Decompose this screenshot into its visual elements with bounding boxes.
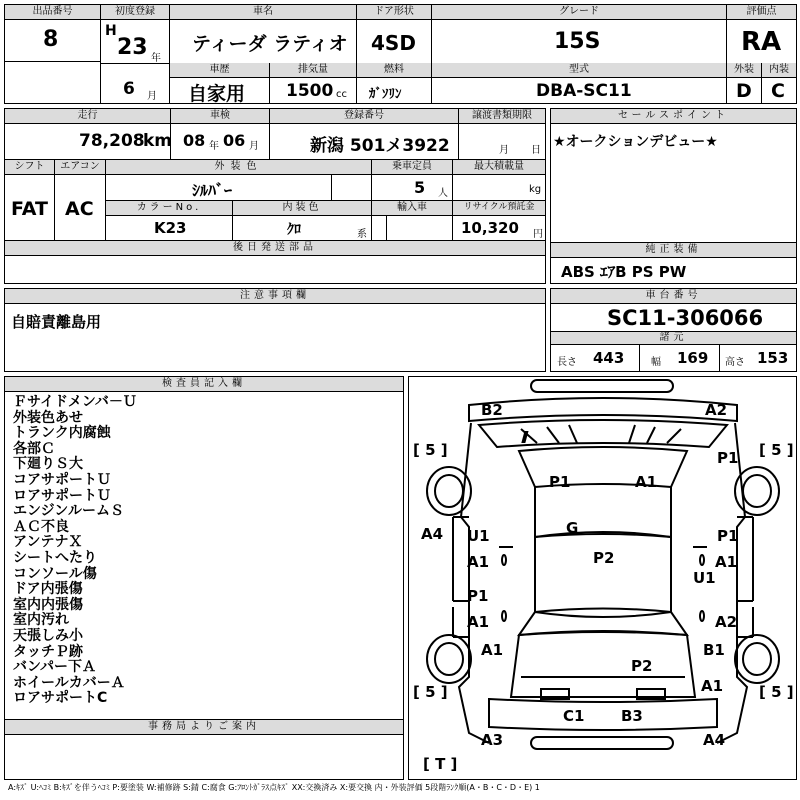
lbl-c1: C1 <box>563 707 585 725</box>
lbl-g: G <box>566 519 579 537</box>
color-value: ｼﾙﾊﾞｰ <box>192 181 233 200</box>
transfer-month-unit: 月 <box>499 145 509 156</box>
lbl-tire-fr: [ 5 ] <box>759 441 794 459</box>
height-value: 153 <box>757 349 789 367</box>
capacity-value: 5 <box>414 178 426 197</box>
inspector-note-item: タッチＰ跡 <box>13 643 83 660</box>
inspector-note-item: アンテナＸ <box>13 534 83 551</box>
inspector-note-item: 室内内張傷 <box>13 596 83 613</box>
color-no-cell <box>106 201 233 241</box>
car-name-label: 車名 <box>170 5 356 20</box>
import-cell <box>372 201 453 241</box>
inspector-note-item: Ｆサイドメンバ－Ｕ <box>13 394 137 410</box>
lbl-a1-l2: A1 <box>467 613 490 631</box>
later-parts-label: 後日発送部品 <box>5 241 545 256</box>
dims-label: 諸元 <box>551 332 796 345</box>
inspector-note-item: 室内汚れ <box>13 612 69 629</box>
capacity-label: 乗車定員 <box>372 160 452 175</box>
sales-point-text: ★オークションデビュー★ <box>553 134 718 150</box>
door-label: ドア形状 <box>357 5 431 20</box>
first-reg-label: 初度登録 <box>101 5 169 20</box>
lbl-p1-fender-r: P1 <box>717 449 739 467</box>
capacity-cell <box>372 160 453 201</box>
first-reg-cell <box>101 5 170 103</box>
lbl-a4: A4 <box>421 525 444 543</box>
lot-no-cell <box>5 5 101 103</box>
displacement-cell <box>270 63 357 103</box>
grade-value: 15S <box>554 29 601 54</box>
door-cell <box>357 5 432 64</box>
score-cell <box>727 5 796 64</box>
lbl-a1-rr: A1 <box>701 677 724 695</box>
shift-cell <box>5 160 55 241</box>
interior-value: C <box>771 80 785 102</box>
import-label: 輸入車 <box>372 201 452 216</box>
recycle-unit: 円 <box>533 229 543 240</box>
lbl-b1-r: B1 <box>703 641 725 659</box>
lbl-p1-r1: P1 <box>717 527 739 545</box>
fuel-label: 燃料 <box>357 63 431 78</box>
lbl-a1-l1: A1 <box>467 553 490 571</box>
inspector-note-item: ホイールカバーＡ <box>13 674 125 691</box>
lbl-tire-fl: [ 5 ] <box>413 441 448 459</box>
lbl-a2-r: A2 <box>715 613 738 631</box>
lbl-p1-roof-l: P1 <box>549 473 571 491</box>
damage-diagram-panel <box>408 376 797 780</box>
ac-label: エアコン <box>55 160 105 175</box>
lbl-p2-trunk: P2 <box>631 657 653 675</box>
color-cell <box>106 160 372 201</box>
reg-no-cell <box>270 109 459 160</box>
year-value: 23 <box>117 35 148 60</box>
inspector-note-item: ドア内張傷 <box>13 581 83 598</box>
mileage-value: 78,208 <box>79 131 145 151</box>
max-load-label: 最大積載量 <box>453 160 545 175</box>
history-cell <box>170 63 270 103</box>
transfer-day-unit: 日 <box>531 145 541 156</box>
lbl-t: [ T ] <box>423 755 458 773</box>
score-value: RA <box>741 27 782 57</box>
inspector-label: 検査員記入欄 <box>5 377 403 392</box>
equipment-label: 純正装備 <box>551 243 796 258</box>
equipment-text: ABS ｴｱB PS PW <box>561 263 687 281</box>
inspector-note-item: ＡＣ不良 <box>13 518 69 535</box>
inspector-note-item: 各部Ｃ <box>13 440 55 457</box>
height-label: 高さ <box>725 357 745 368</box>
ac-value: AC <box>65 198 94 220</box>
transfer-cell <box>459 109 545 160</box>
history-label: 車歴 <box>170 63 269 78</box>
shift-label: シフト <box>5 160 54 175</box>
lbl-p1-l2: P1 <box>467 587 489 605</box>
inspector-notes-list <box>13 395 137 707</box>
month-unit: 月 <box>147 91 157 102</box>
inspection-year: 08 <box>183 131 206 150</box>
model-cell <box>432 63 727 103</box>
model-value: DBA-SC11 <box>536 81 632 101</box>
interior-color-value: ｸﾛ <box>287 222 301 238</box>
lbl-a4-r: A4 <box>703 731 726 749</box>
transfer-label: 譲渡書類期限 <box>459 109 545 124</box>
length-label: 長さ <box>557 357 577 368</box>
displacement-label: 排気量 <box>270 63 356 78</box>
reg-no-label: 登録番号 <box>270 109 458 124</box>
inspection-month-unit: 月 <box>249 141 259 152</box>
shift-value: FAT <box>11 198 48 220</box>
model-label: 型式 <box>432 63 726 78</box>
color-label: 外装色 <box>106 160 371 175</box>
inspector-note-item: ロアサポートC <box>13 690 108 707</box>
sales-point-label: セールスポイント <box>551 109 796 124</box>
lbl-tire-rl: [ 5 ] <box>413 683 448 701</box>
interior-label: 内装 <box>762 63 796 78</box>
displacement-value: 1500 <box>286 81 334 101</box>
lbl-b3: B3 <box>621 707 643 725</box>
legend-text: A:ｷｽﾞ U:ﾍｺﾐ B:ｷｽﾞを伴うﾍｺﾐ P:要塗装 W:補修跡 S:錆 C:腐食 G:ﾌﾛﾝﾄｶﾞﾗｽ点ｷｽﾞ XX:交換済み X:要交換 内・外装評価 5段階ﾗﾝｸ順(A・B・C・D・E) 1 <box>8 783 540 792</box>
car-name-cell <box>170 5 357 64</box>
inspector-note-item: シートへたり <box>13 549 97 566</box>
reg-no-value: 新潟 501メ3922 <box>310 136 450 156</box>
lbl-a2: A2 <box>705 401 728 419</box>
recycle-label: リサイクル預託金 <box>453 201 545 216</box>
inspector-note-item: コアサポートＵ <box>13 471 111 488</box>
inspector-note-item: トランク内腐蝕 <box>13 425 111 442</box>
fuel-cell <box>357 63 432 103</box>
displacement-unit: cc <box>336 89 347 100</box>
vehicle-detail-panel <box>4 108 546 284</box>
top-info-panel <box>4 4 797 104</box>
width-value: 169 <box>677 349 709 367</box>
equipment-panel <box>550 242 797 284</box>
lbl-a1-rfl: A1 <box>481 641 504 659</box>
inspection-label: 車検 <box>171 109 269 124</box>
lbl-a1-roof-r: A1 <box>635 473 658 491</box>
recycle-value: 10,320 <box>461 219 519 237</box>
month-value: 6 <box>123 79 135 99</box>
era-value: H <box>105 23 117 39</box>
interior-color-label: 内装色 <box>233 201 371 216</box>
inspector-note-item: 天張しみ小 <box>13 627 83 644</box>
car-outline-diagram <box>409 377 796 779</box>
lbl-b2: B2 <box>481 401 503 419</box>
grade-label: グレード <box>432 5 726 20</box>
recycle-cell <box>453 201 545 241</box>
inspector-panel <box>4 376 404 780</box>
chassis-number: SC11-306066 <box>607 306 764 330</box>
grade-cell <box>432 5 727 64</box>
max-load-unit: kg <box>529 184 542 195</box>
exterior-label: 外装 <box>727 63 761 78</box>
caution-panel <box>4 288 546 372</box>
inspector-note-item: エンジンルームＳ <box>13 503 124 520</box>
car-name-value: ティーダ ラティオ <box>192 33 348 55</box>
mileage-label: 走行 <box>5 109 170 124</box>
interior-color-unit: 系 <box>357 229 367 240</box>
ac-cell <box>55 160 106 241</box>
inspector-note-item: バンパー下Ａ <box>13 659 97 676</box>
inspector-note-item: ロアサポートＵ <box>13 487 111 504</box>
lbl-a1-r1: A1 <box>715 553 738 571</box>
lbl-tire-rr: [ 5 ] <box>759 683 794 701</box>
interior-color-cell <box>233 201 372 241</box>
chassis-panel <box>550 288 797 372</box>
inspector-note-item: 下廻りＳ大 <box>13 456 83 473</box>
caution-label: 注意事項欄 <box>5 289 545 304</box>
inspection-month: 06 <box>223 131 246 150</box>
fuel-value: ｶﾞｿﾘﾝ <box>369 87 402 102</box>
lbl-a3: A3 <box>481 731 504 749</box>
history-value: 自家用 <box>188 83 246 105</box>
inspection-year-unit: 年 <box>209 141 219 152</box>
mileage-cell <box>5 109 171 160</box>
inspection-cell <box>171 109 270 160</box>
lot-no-label: 出品番号 <box>5 5 100 20</box>
lbl-p2-c: P2 <box>593 549 615 567</box>
color-no-label: カラーNo. <box>106 201 232 216</box>
score-label: 評価点 <box>727 5 796 20</box>
lbl-u1-r: U1 <box>693 569 716 587</box>
lbl-u1-l: U1 <box>467 527 490 545</box>
lot-no-value: 8 <box>43 27 59 52</box>
exterior-value: D <box>736 80 752 102</box>
capacity-unit: 人 <box>438 188 448 199</box>
interior-cell <box>762 63 796 103</box>
chassis-label: 車台番号 <box>551 289 796 304</box>
inspector-note-item: コンソール傷 <box>13 565 97 582</box>
mileage-unit: km <box>143 131 173 151</box>
inspector-note-item: 外装色あせ <box>13 409 83 426</box>
door-value: 4SD <box>371 31 416 55</box>
width-label: 幅 <box>651 357 661 368</box>
caution-text: 自賠責離島用 <box>11 313 102 331</box>
office-label: 事務局よりご案内 <box>5 720 403 735</box>
length-value: 443 <box>593 349 625 367</box>
max-load-cell <box>453 160 545 201</box>
year-unit: 年 <box>151 53 161 64</box>
sales-point-panel <box>550 108 797 243</box>
exterior-cell <box>727 63 762 103</box>
color-no-value: K23 <box>154 219 187 237</box>
